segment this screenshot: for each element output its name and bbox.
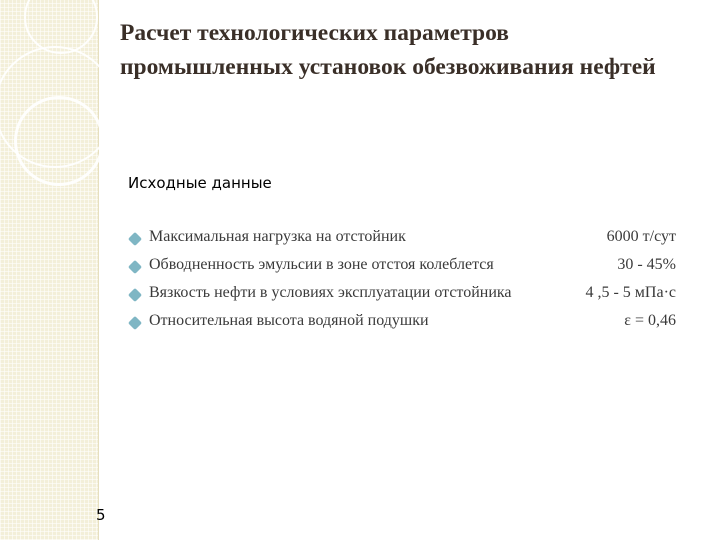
parameter-row-water-cut (128, 254, 688, 282)
parameter-value: 4 ,5 - 5 мПа·с (585, 284, 676, 301)
decorative-ring-graphic (24, 0, 98, 54)
section-subtitle: Исходные данные (128, 174, 272, 192)
diamond-bullet-icon (128, 288, 142, 302)
diamond-bullet-icon (128, 232, 142, 246)
diamond-bullet-icon (128, 316, 142, 330)
parameter-value: ε = 0,46 (624, 312, 676, 329)
parameter-row-water-cushion (128, 310, 688, 338)
slide-number: 5 (96, 506, 106, 524)
parameter-label: Относительная высота водяной подушки (149, 312, 429, 329)
decorative-ring-graphic (14, 96, 104, 186)
slide-title: Расчет технологических параметров промышленных установок обезвоживания нефтей (120, 20, 656, 80)
diamond-bullet-icon (128, 260, 142, 274)
parameter-row-max-load (128, 226, 688, 254)
parameter-label: Обводненность эмульсии в зоне отстоя колеблется (149, 256, 494, 273)
parameter-value: 6000 т/сут (606, 228, 676, 245)
parameter-value: 30 - 45% (617, 256, 676, 273)
parameter-label: Максимальная нагрузка на отстойник (149, 228, 406, 245)
decorative-side-band (0, 0, 99, 540)
parameter-list (128, 226, 688, 338)
parameter-row-oil-viscosity (128, 282, 688, 310)
parameter-label: Вязкость нефти в условиях эксплуатации отстойника (149, 284, 512, 301)
